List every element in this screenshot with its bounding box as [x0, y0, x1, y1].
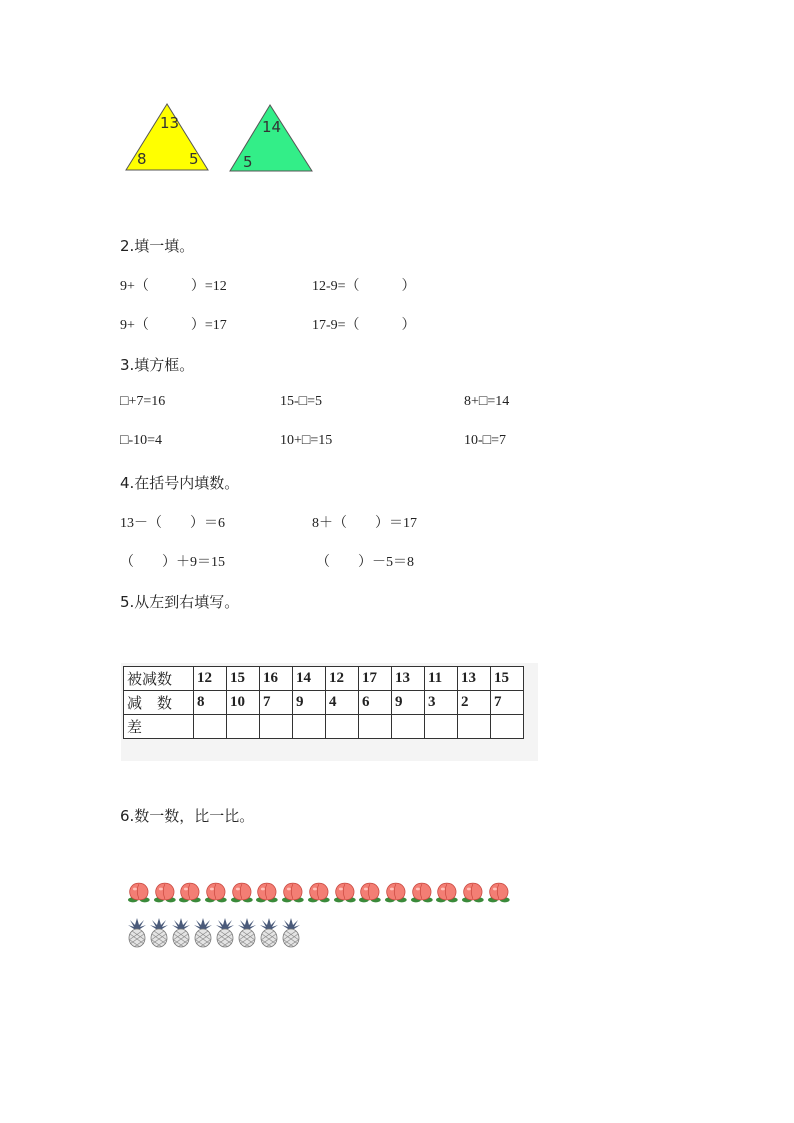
row-label: 差	[124, 715, 194, 739]
equation: □+7=16	[120, 394, 166, 409]
subtrahend-cell: 7	[260, 691, 293, 715]
difference-cell[interactable]	[458, 715, 491, 739]
difference-cell[interactable]	[359, 715, 392, 739]
number-triangles	[120, 100, 320, 180]
peach-row	[126, 880, 511, 904]
peach-icon	[229, 880, 255, 904]
pineapple-icon	[170, 918, 192, 948]
green-triangle-left: 5	[243, 153, 253, 171]
equation: （ ）－5＝8	[316, 555, 414, 570]
equation: 8+□=14	[464, 394, 510, 409]
minuend-cell: 13	[458, 667, 491, 691]
subtrahend-cell: 2	[458, 691, 491, 715]
peach-icon	[306, 880, 332, 904]
subtraction-table	[123, 666, 524, 739]
equation: （ ）＋9＝15	[120, 555, 225, 570]
minuend-cell: 15	[491, 667, 524, 691]
peach-icon	[280, 880, 306, 904]
section-6-title: 6.数一数，比一比。	[120, 807, 255, 825]
peach-icon	[126, 880, 152, 904]
section-4-title: 4.在括号内填数。	[120, 474, 240, 492]
table-row	[124, 715, 524, 739]
equation: □-10=4	[120, 433, 163, 448]
minuend-cell: 14	[293, 667, 326, 691]
equation: 13－（ ）＝6	[120, 516, 225, 531]
peach-icon	[332, 880, 358, 904]
difference-cell[interactable]	[326, 715, 359, 739]
table-container	[121, 663, 538, 761]
subtrahend-cell: 4	[326, 691, 359, 715]
minuend-cell: 11	[425, 667, 458, 691]
peach-icon	[383, 880, 409, 904]
minuend-cell: 16	[260, 667, 293, 691]
minuend-cell: 12	[326, 667, 359, 691]
subtrahend-cell: 9	[392, 691, 425, 715]
difference-cell[interactable]	[227, 715, 260, 739]
yellow-triangle-top: 13	[160, 114, 180, 132]
peach-icon	[254, 880, 280, 904]
yellow-triangle-left: 8	[137, 150, 147, 168]
green-triangle-top: 14	[262, 118, 282, 136]
minuend-cell: 17	[359, 667, 392, 691]
pineapple-icon	[126, 918, 148, 948]
row-label: 被减数	[124, 667, 194, 691]
subtrahend-cell: 3	[425, 691, 458, 715]
section-5-title: 5.从左到右填写。	[120, 593, 240, 611]
peach-icon	[357, 880, 383, 904]
peach-icon	[460, 880, 486, 904]
pineapple-icon	[214, 918, 236, 948]
peach-icon	[203, 880, 229, 904]
section-2-title: 2.填一填。	[120, 237, 195, 255]
pineapple-icon	[258, 918, 280, 948]
pineapple-icon	[148, 918, 170, 948]
subtrahend-cell: 9	[293, 691, 326, 715]
table-row	[124, 691, 524, 715]
difference-cell[interactable]	[194, 715, 227, 739]
pineapple-row	[126, 918, 302, 948]
difference-cell[interactable]	[293, 715, 326, 739]
table-row	[124, 667, 524, 691]
section-3-title: 3.填方框。	[120, 356, 195, 374]
difference-cell[interactable]	[260, 715, 293, 739]
difference-cell[interactable]	[491, 715, 524, 739]
minuend-cell: 15	[227, 667, 260, 691]
equation: 10+□=15	[280, 433, 333, 448]
equation: 9+（ ）=12	[120, 279, 227, 294]
peach-icon	[486, 880, 512, 904]
minuend-cell: 13	[392, 667, 425, 691]
minuend-cell: 12	[194, 667, 227, 691]
equation: 17-9=（ ）	[312, 318, 416, 333]
peach-icon	[434, 880, 460, 904]
peach-icon	[177, 880, 203, 904]
equation: 8＋（ ）＝17	[312, 516, 417, 531]
equation: 12-9=（ ）	[312, 279, 416, 294]
yellow-triangle-right: 5	[189, 150, 199, 168]
row-label: 减 数	[124, 691, 194, 715]
peach-icon	[409, 880, 435, 904]
difference-cell[interactable]	[392, 715, 425, 739]
equation: 9+（ ）=17	[120, 318, 227, 333]
pineapple-icon	[236, 918, 258, 948]
subtrahend-cell: 10	[227, 691, 260, 715]
equation: 10-□=7	[464, 433, 507, 448]
subtrahend-cell: 7	[491, 691, 524, 715]
subtrahend-cell: 8	[194, 691, 227, 715]
peach-icon	[152, 880, 178, 904]
difference-cell[interactable]	[425, 715, 458, 739]
equation: 15-□=5	[280, 394, 323, 409]
subtrahend-cell: 6	[359, 691, 392, 715]
pineapple-icon	[192, 918, 214, 948]
pineapple-icon	[280, 918, 302, 948]
